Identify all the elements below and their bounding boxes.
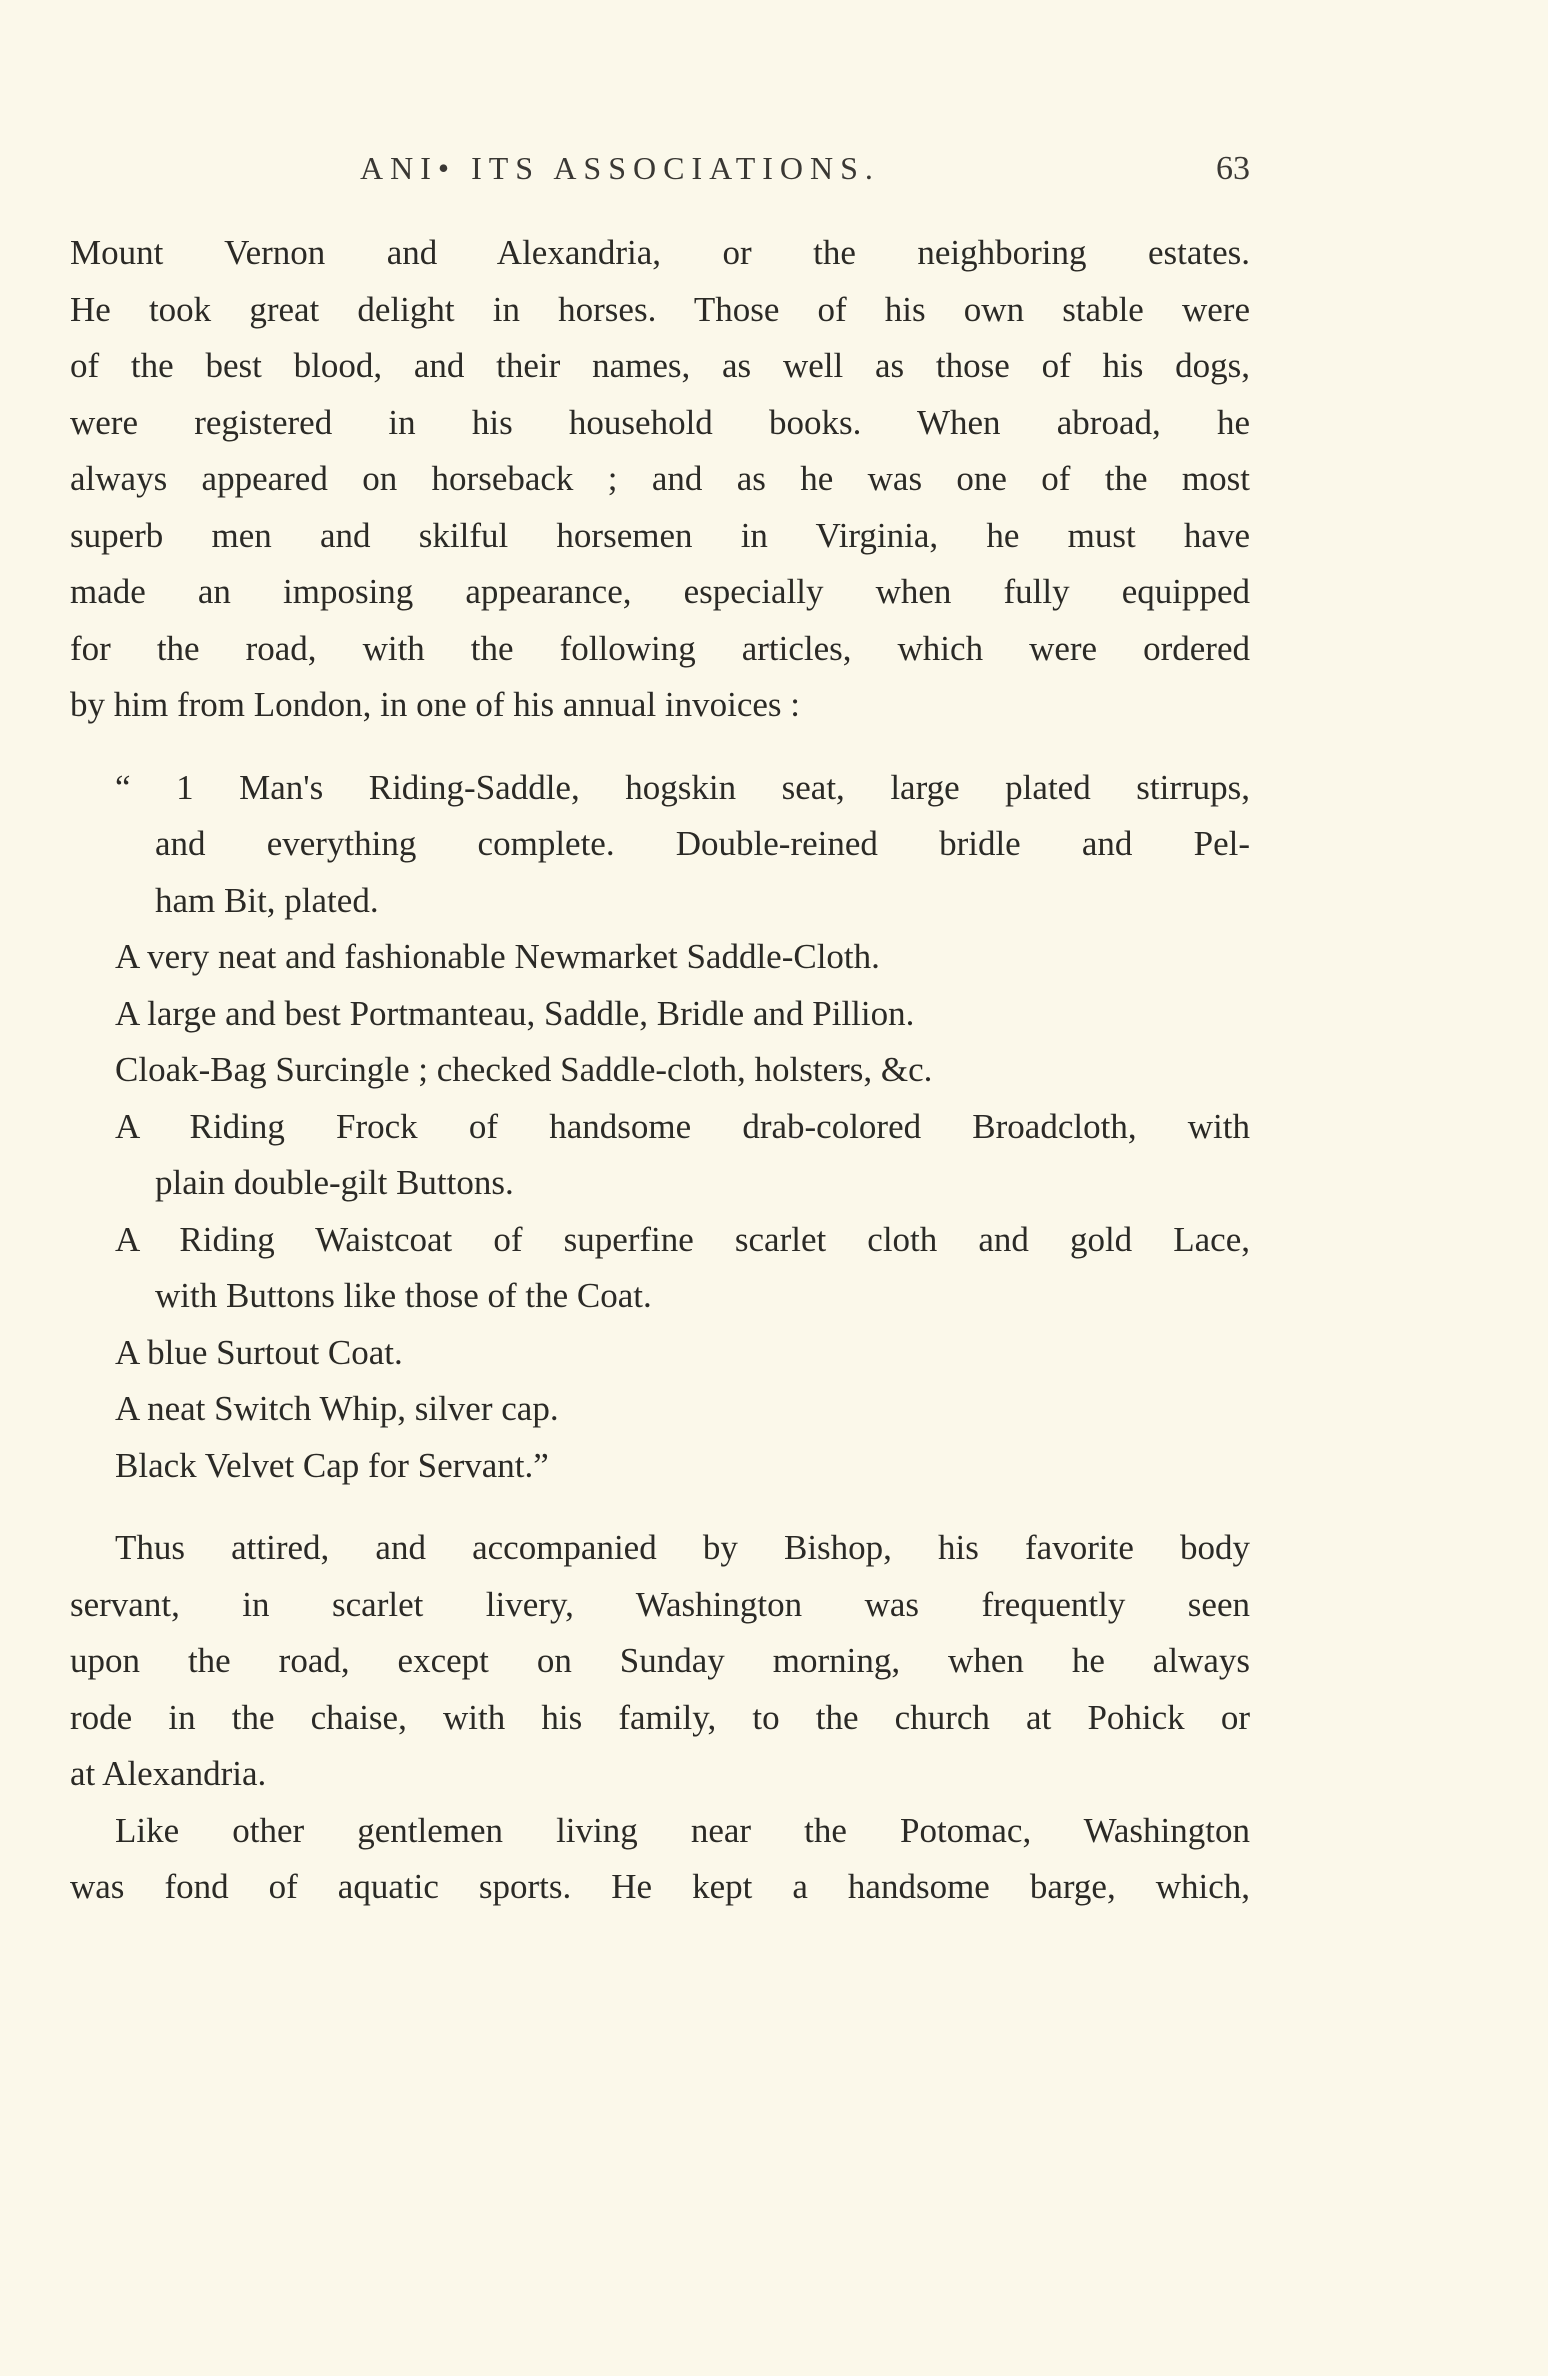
body-text <box>70 225 1250 1916</box>
invoice-line: A Riding Frock of handsome drab-colored Broadcloth, with <box>115 1106 1250 1146</box>
text-line: He took great delight in horses. Those of his own stable were <box>70 289 1250 329</box>
text-line: for the road, with the following articles, which were ordered <box>70 628 1250 668</box>
text-line: made an imposing appearance, especially when fully equipped <box>70 572 1250 611</box>
text-line: of the best blood, and their names, as well as those of his dogs, <box>70 346 1250 385</box>
text-line: Mount Vernon and Alexandria, or the neighboring estates. <box>70 233 1250 272</box>
text-line: upon the road, except on Sunday morning, when he always <box>70 1641 1250 1680</box>
invoice-line: Cloak-Bag Surcingle ; checked Saddle-cloth, holsters, &c. <box>115 1050 933 1089</box>
invoice-line: with Buttons like those of the Coat. <box>155 1276 652 1315</box>
text-line: Thus attired, and accompanied by Bishop, his favorite body <box>115 1528 1250 1567</box>
invoice-line: A large and best Portmanteau, Saddle, Bridle and Pillion. <box>115 993 915 1033</box>
paragraph-1 <box>70 225 1250 734</box>
text-line: Like other gentlemen living near the Potomac, Washington <box>115 1810 1250 1850</box>
text-line: superb men and skilful horsemen in Virginia, he must have <box>70 515 1250 555</box>
invoice-line: A blue Surtout Coat. <box>115 1332 403 1372</box>
invoice-quote <box>70 760 1250 1495</box>
text-line: always appeared on horseback ; and as he was one of the most <box>70 459 1250 498</box>
invoice-line: plain double-gilt Buttons. <box>155 1163 514 1202</box>
text-line: were registered in his household books. When abroad, he <box>70 402 1250 442</box>
text-line: by him from London, in one of his annual invoices : <box>70 685 801 724</box>
text-line: rode in the chaise, with his family, to the church at Pohick or <box>70 1697 1250 1737</box>
invoice-line: A very neat and fashionable Newmarket Saddle-Cloth. <box>115 937 880 976</box>
running-header <box>70 150 1250 194</box>
invoice-line: A neat Switch Whip, silver cap. <box>115 1389 559 1428</box>
text-line: at Alexandria. <box>70 1754 267 1793</box>
invoice-line: ham Bit, plated. <box>155 880 379 920</box>
invoice-line: and everything complete. Double-reined bridle and Pel- <box>155 824 1250 863</box>
invoice-line: “ 1 Man's Riding-Saddle, hogskin seat, large plated stirrups, <box>115 767 1250 807</box>
running-title: ANI• ITS ASSOCIATIONS. <box>360 150 880 186</box>
text-line: servant, in scarlet livery, Washington was frequently seen <box>70 1584 1250 1624</box>
paragraph-2 <box>70 1520 1250 1803</box>
paragraph-3 <box>70 1803 1250 1916</box>
page-number: 63 <box>1216 150 1250 187</box>
text-line: was fond of aquatic sports. He kept a handsome barge, which, <box>70 1867 1250 1906</box>
invoice-line: A Riding Waistcoat of superfine scarlet cloth and gold Lace, <box>115 1219 1250 1259</box>
invoice-line: Black Velvet Cap for Servant.” <box>115 1445 549 1485</box>
